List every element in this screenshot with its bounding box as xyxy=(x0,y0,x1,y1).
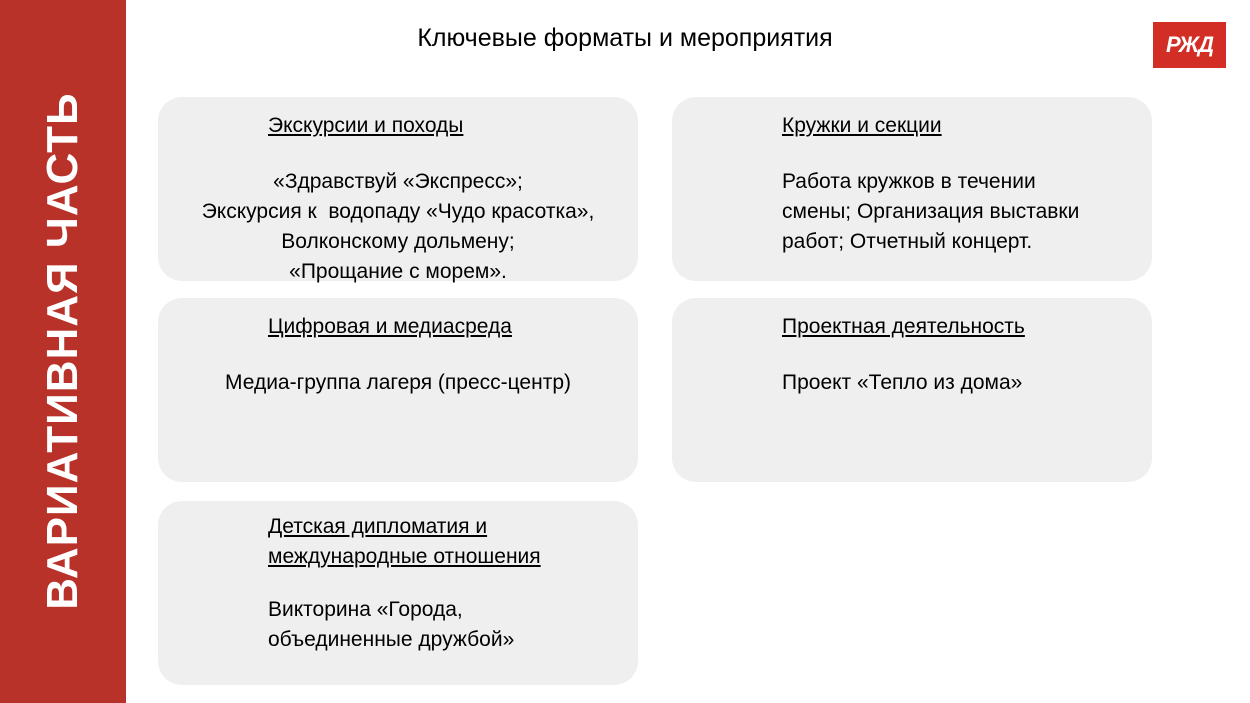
card-heading: Проектная деятельность xyxy=(782,315,1025,338)
card-diplomacy xyxy=(158,501,638,685)
card-line: Проект «Тепло из дома» xyxy=(782,371,1023,394)
rzd-logo xyxy=(1153,22,1226,68)
card-line: «Прощание с морем». xyxy=(289,260,507,283)
card-line: работ; Отчетный концерт. xyxy=(782,230,1033,253)
card-line: объединенные дружбой» xyxy=(268,628,515,651)
side-title: ВАРИАТИВНАЯ ЧАСТЬ xyxy=(38,92,87,610)
card-body xyxy=(782,368,1132,398)
card-heading-line: международные отношения xyxy=(268,545,541,568)
card-line: Медиа-группа лагеря (пресс-центр) xyxy=(225,371,571,394)
logo-text: РЖД xyxy=(1165,32,1214,57)
card-line: смены; Организация выставки xyxy=(782,200,1080,223)
card-body xyxy=(782,167,1132,257)
card-heading: Кружки и секции xyxy=(782,114,942,137)
page-title: Ключевые форматы и мероприятия xyxy=(417,24,833,52)
card-clubs xyxy=(672,97,1152,281)
card-line: Работа кружков в течении xyxy=(782,170,1036,193)
card-body xyxy=(268,595,618,655)
card-heading: Экскурсии и походы xyxy=(268,114,464,137)
card-line: Экскурсия к водопаду «Чудо красотка», xyxy=(201,200,595,223)
card-heading-line: Детская дипломатия и xyxy=(268,515,488,538)
card-project-activity xyxy=(672,298,1152,482)
card-heading: Цифровая и медиасреда xyxy=(268,315,512,338)
card-heading xyxy=(268,512,608,572)
card-line: Волконскому дольмену; xyxy=(281,230,515,253)
card-body xyxy=(158,368,638,398)
card-digital-media xyxy=(158,298,638,482)
card-body xyxy=(158,167,638,287)
card-excursions xyxy=(158,97,638,281)
side-bar xyxy=(0,0,126,703)
card-line: Викторина «Города, xyxy=(268,598,463,621)
card-line: «Здравствуй «Экспресс»; xyxy=(273,170,523,193)
